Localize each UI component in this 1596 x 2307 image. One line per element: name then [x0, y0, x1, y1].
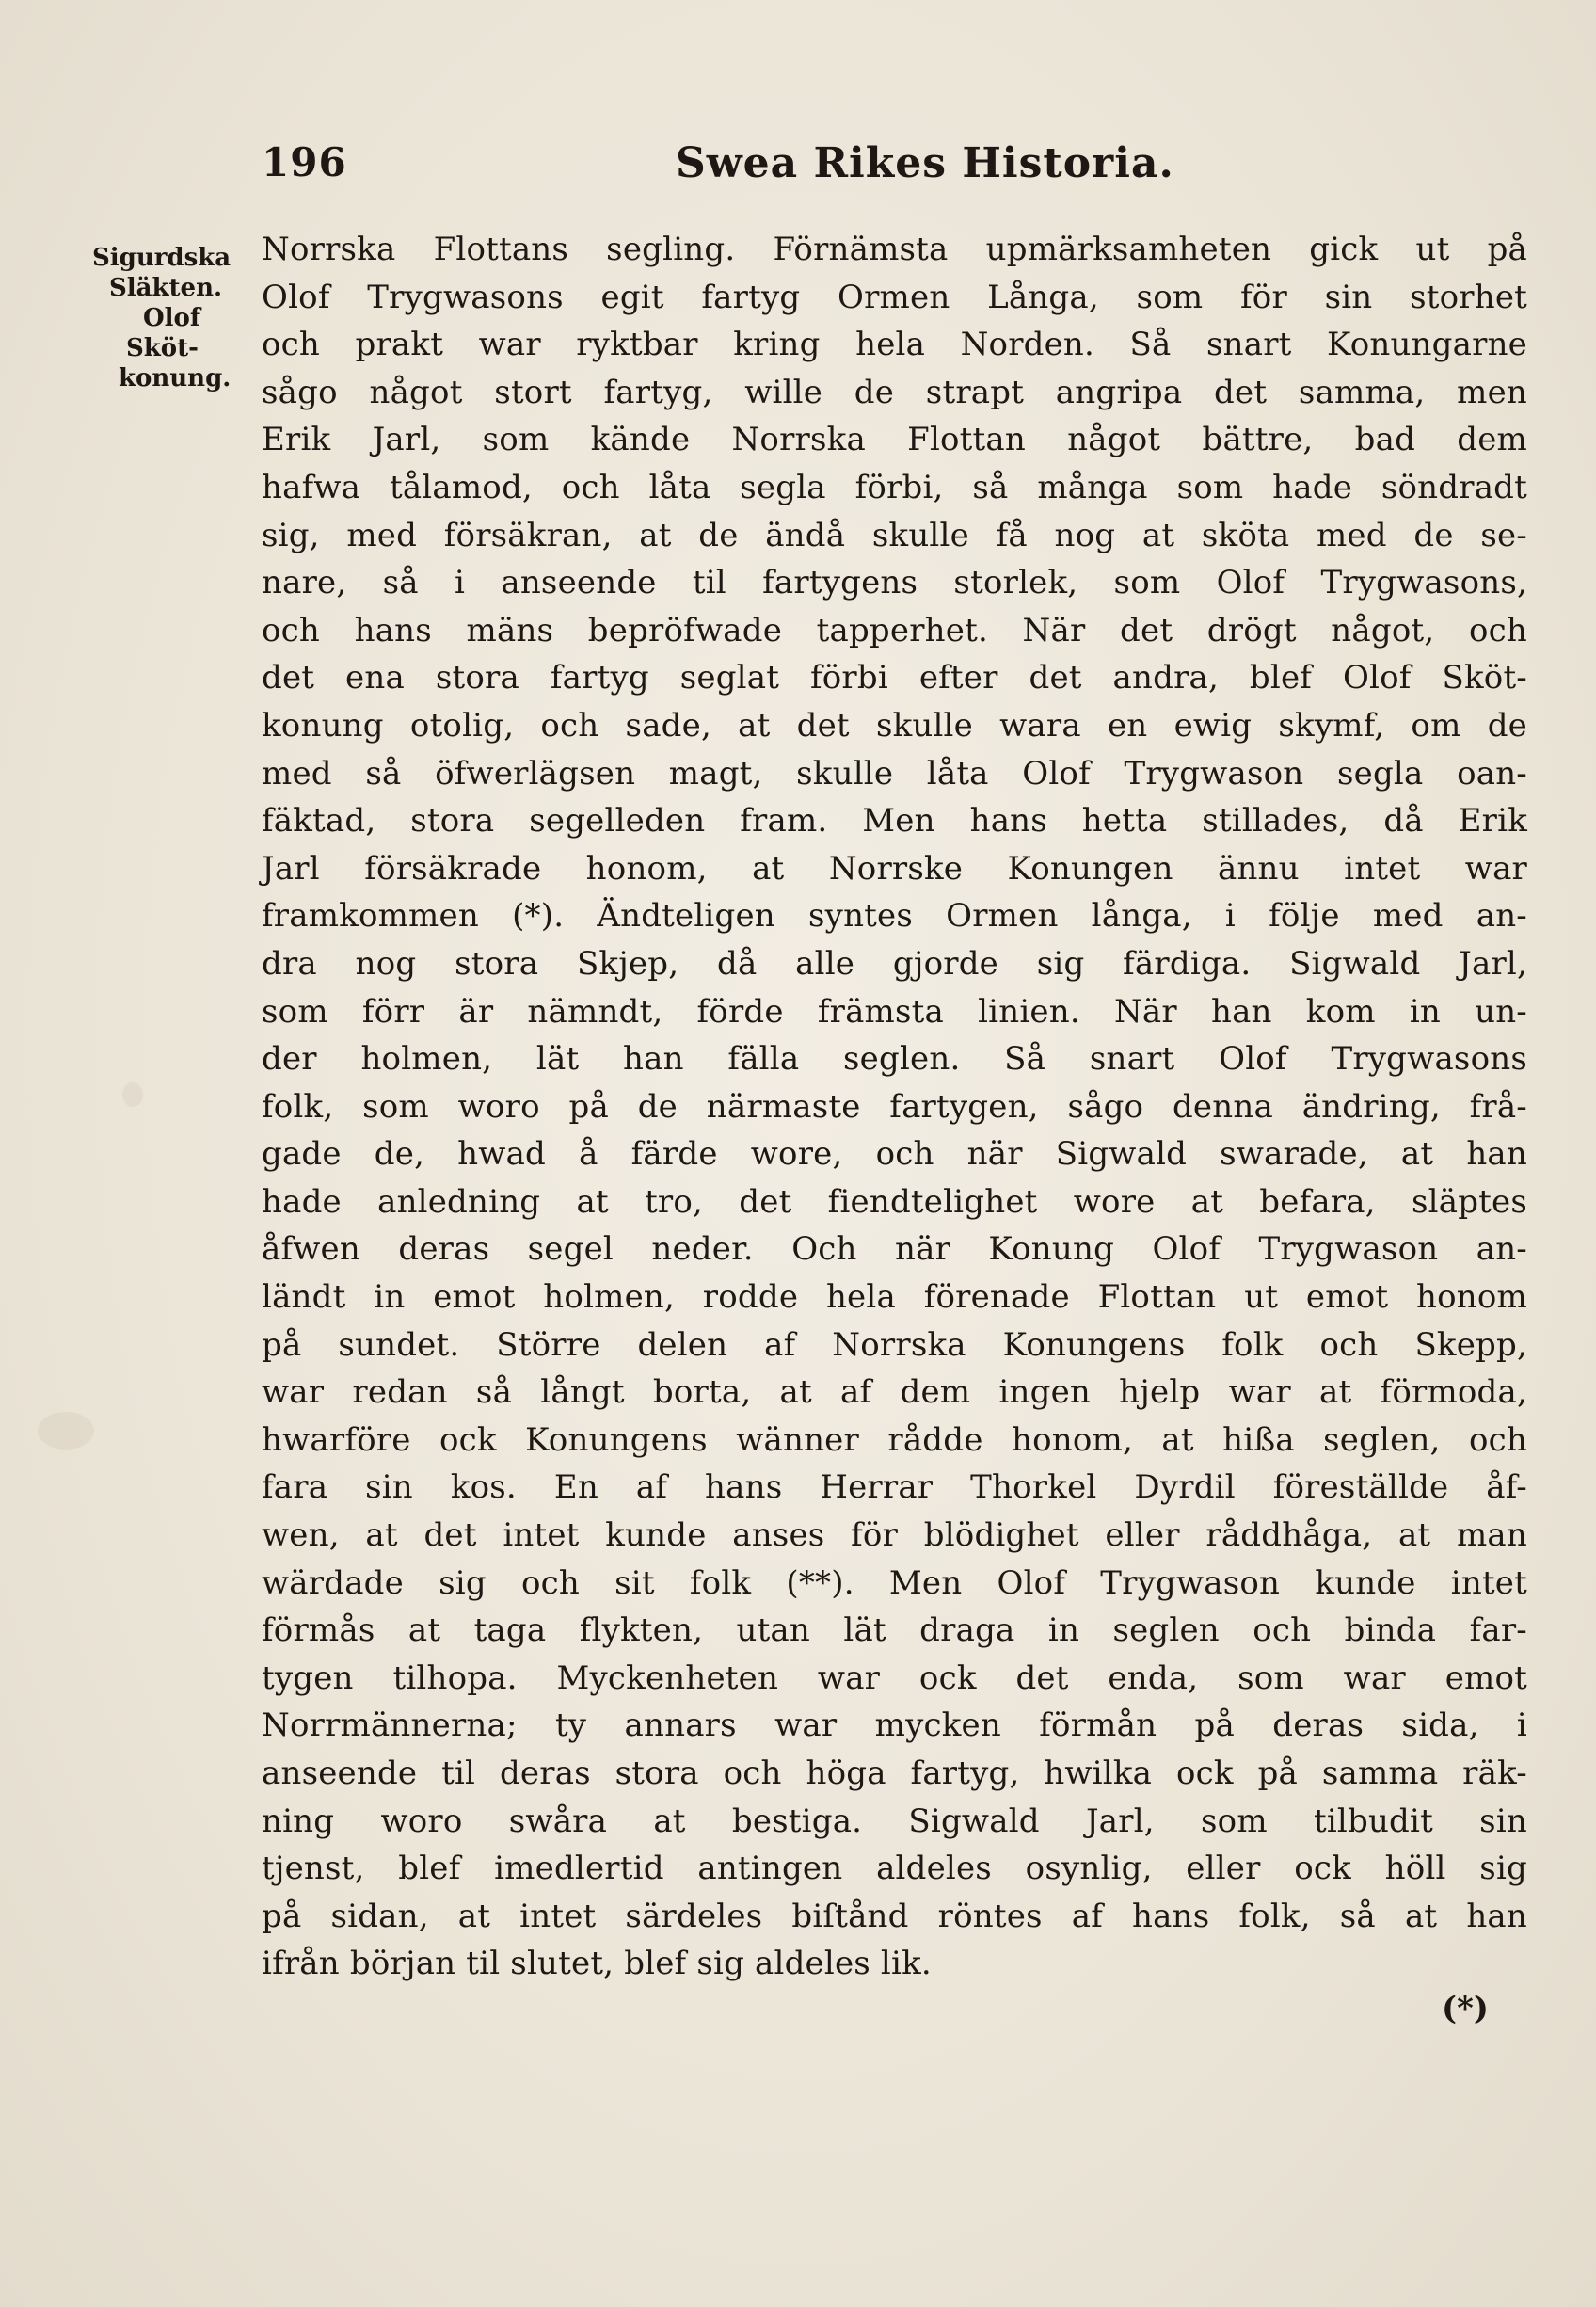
text-line: på sidan, at intet särdeles biſtånd röntes af hans folk, så at han [262, 1897, 1527, 1935]
text-line: som förr är nämndt, förde främsta linien. När han kom in un- [262, 992, 1527, 1031]
text-line: wärdade sig och sit folk (**). Men Olof Trygwason kunde intet [262, 1563, 1527, 1602]
text-line: ning woro swåra at bestiga. Sigwald Jarl, som tilbudit sin [262, 1802, 1527, 1840]
text-line: med så öfwerlägsen magt, skulle låta Olof Trygwason segla oan- [262, 754, 1527, 793]
text-line: wen, at det intet kunde anses för blödighet eller råddhåga, at man [262, 1516, 1527, 1555]
body-text [262, 226, 1527, 1988]
text-line: Erik Jarl, som kände Norrska Flottan något bättre, bad dem [262, 421, 1527, 459]
text-line: fäktad, stora segelleden fram. Men hans hetta stillades, då Erik [262, 802, 1527, 841]
text-line: förmås at taga flykten, utan lät draga in seglen och binda far- [262, 1611, 1527, 1650]
margin-note-line: konung. [119, 364, 231, 393]
text-line: dra nog stora Skjep, då alle gjorde sig färdiga. Sigwald Jarl, [262, 944, 1527, 983]
text-line: på sundet. Större delen af Norrska Konungens folk och Skepp, [262, 1325, 1527, 1364]
text-line: det ena stora fartyg seglat förbi efter det andra, blef Olof Sköt- [262, 659, 1527, 697]
text-line: ifrån början til slutet, blef sig aldeles lik. [262, 1945, 932, 1983]
text-line: hwarföre ock Konungens wänner rådde honom, at hißa seglen, och [262, 1420, 1527, 1459]
text-line: och hans mäns bepröfwade tapperhet. När det drögt något, och [262, 611, 1527, 649]
text-line: Olof Trygwasons egit fartyg Ormen Långa, som för sin storhet [262, 278, 1527, 316]
text-line: anseende til deras stora och höga fartyg, hwilka ock på samma räk- [262, 1754, 1527, 1792]
text-line: hafwa tålamod, och låta segla förbi, så många som hade söndradt [262, 468, 1527, 506]
running-head [262, 139, 1523, 196]
catchword: (*) [1442, 1990, 1489, 2027]
margin-note-line: Olof [143, 304, 201, 332]
margin-note [92, 243, 262, 393]
text-line: tjenst, blef imedlertid antingen aldeles osynlig, eller ock höll sig [262, 1850, 1527, 1888]
paper-stain [122, 1082, 143, 1107]
text-line: sågo något stort fartyg, wille de strapt angripa det samma, men [262, 373, 1527, 411]
paper-stain [38, 1412, 94, 1450]
text-line: konung otolig, och sade, at det skulle wara en ewig skymf, om de [262, 706, 1527, 745]
margin-note-line: Släkten. [109, 274, 223, 302]
margin-note-line: Sigurdska [92, 244, 231, 272]
text-line: tygen tilhopa. Myckenheten war ock det enda, som war emot [262, 1658, 1527, 1697]
text-line: folk, som woro på de närmaste fartygen, sågo denna ändring, frå- [262, 1087, 1527, 1126]
text-line: gade de, hwad å färde wore, och när Sigwald swarade, at han [262, 1135, 1527, 1174]
text-line: sig, med försäkran, at de ändå skulle få nog at sköta med de se- [262, 516, 1527, 554]
text-line: nare, så i anseende til fartygens storlek, som Olof Trygwasons, [262, 564, 1527, 602]
text-line: Norrska Flottans segling. Förnämsta upmärksamheten gick ut på [262, 231, 1527, 268]
text-line: hade anledning at tro, det fiendtelighet wore at befara, släptes [262, 1182, 1527, 1221]
text-line: framkommen (*). Ändteligen syntes Ormen långa, i följe med an- [262, 897, 1527, 936]
text-line: och prakt war ryktbar kring hela Norden. Så snart Konungarne [262, 326, 1527, 364]
margin-note-line: Sköt- [126, 334, 199, 362]
text-line: Norrmännerna; ty annars war mycken förmån på deras sida, i [262, 1706, 1527, 1745]
text-line: ländt in emot holmen, rodde hela förenade Flottan ut emot honom [262, 1278, 1527, 1317]
text-line: Jarl försäkrade honom, at Norrske Konungen ännu intet war [262, 849, 1527, 888]
text-line: fara sin kos. En af hans Herrar Thorkel Dyrdil föreställde åf- [262, 1468, 1527, 1507]
text-line: war redan så långt borta, at af dem ingen hjelp war at förmoda, [262, 1373, 1527, 1412]
text-line: åfwen deras segel neder. Och när Konung Olof Trygwason an- [262, 1230, 1527, 1269]
running-title: Swea Rikes Historia. [676, 139, 1174, 187]
text-line: der holmen, lät han fälla seglen. Så snart Olof Trygwasons [262, 1040, 1527, 1079]
page-number: 196 [262, 139, 347, 185]
